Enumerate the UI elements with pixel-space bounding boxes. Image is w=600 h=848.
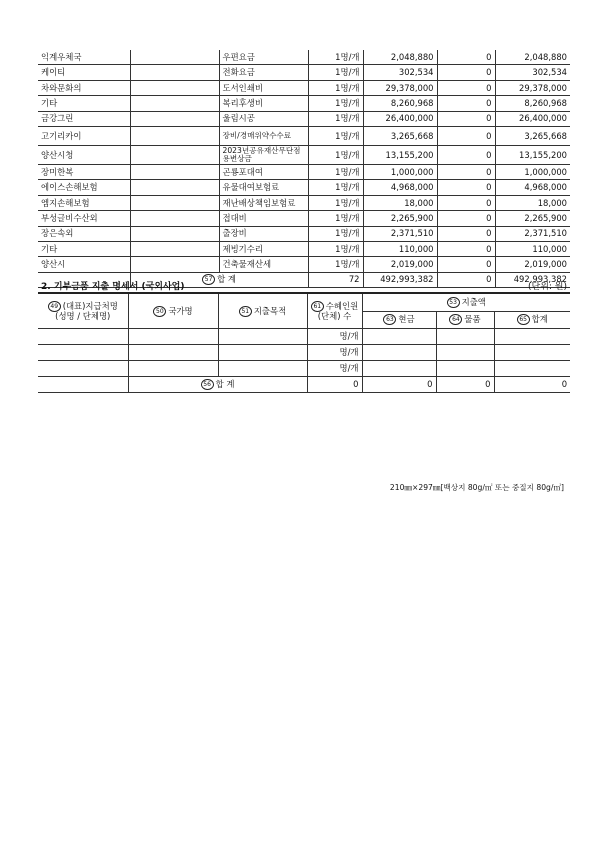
recipient-cell: 장미한복	[38, 164, 130, 179]
recipient-cell	[38, 345, 128, 361]
recipient-cell: 케이티	[38, 65, 130, 80]
total-cell: 3,265,668	[495, 126, 570, 145]
purpose-cell	[218, 345, 307, 361]
cash-cell: 110,000	[363, 241, 437, 256]
country-cell	[130, 164, 219, 179]
count-cell: 1명/개	[308, 50, 363, 65]
recipient-cell	[38, 361, 128, 377]
goods-cell: 0	[437, 211, 495, 226]
country-cell	[130, 80, 219, 95]
purpose-cell: 재난배상책임보험료	[219, 195, 308, 210]
table-row	[38, 50, 570, 65]
goods-cell: 0	[437, 145, 495, 164]
sum-text: 합 계	[215, 379, 235, 389]
purpose-cell: 복리후생비	[219, 96, 308, 111]
purpose-cell: 울림시공	[219, 111, 308, 126]
cash-cell: 8,260,968	[363, 96, 437, 111]
count-cell: 1명/개	[308, 226, 363, 241]
country-cell	[130, 241, 219, 256]
table-row	[38, 180, 570, 195]
country-cell	[130, 96, 219, 111]
total-cell	[494, 361, 570, 377]
count-cell: 1명/개	[308, 164, 363, 179]
cash-cell	[362, 345, 436, 361]
count-cell: 1명/개	[308, 65, 363, 80]
cash-cell: 29,378,000	[363, 80, 437, 95]
country-cell	[130, 50, 219, 65]
purpose-cell: 2023년공유재산무단점용변상금	[219, 145, 308, 164]
paper-spec-note: 210㎜×297㎜[백상지 80g/㎡ 또는 중질지 80g/㎡]	[389, 483, 564, 492]
total-cell: 2,019,000	[495, 257, 570, 272]
header-amount: 53 지출액	[362, 293, 570, 311]
total-cell	[494, 329, 570, 345]
recipient-cell: 금강그린	[38, 111, 130, 126]
goods-cell: 0	[437, 96, 495, 111]
count-cell: 명/개	[307, 329, 362, 345]
count-cell: 1명/개	[308, 96, 363, 111]
cash-cell: 302,534	[363, 65, 437, 80]
recipient-cell: 익계우체국	[38, 50, 130, 65]
goods-cell	[436, 329, 494, 345]
count-cell: 1명/개	[308, 257, 363, 272]
table-row	[38, 80, 570, 95]
country-cell	[130, 145, 219, 164]
country-cell	[130, 226, 219, 241]
count-cell: 1명/개	[308, 145, 363, 164]
goods-cell: 0	[437, 241, 495, 256]
header-cash: 63 현금	[362, 311, 436, 328]
goods-cell	[436, 345, 494, 361]
recipient-cell: 차와문화의	[38, 80, 130, 95]
recipient-cell: 기타	[38, 241, 130, 256]
header-purpose: 51 지출목적	[218, 293, 307, 329]
recipient-cell: 양산시	[38, 257, 130, 272]
total-cell: 4,968,000	[495, 180, 570, 195]
total-cell	[494, 345, 570, 361]
cash-cell	[362, 329, 436, 345]
purpose-cell: 제빙기수리	[219, 241, 308, 256]
sum-count: 72	[308, 272, 363, 287]
table-row	[38, 226, 570, 241]
total-cell: 29,378,000	[495, 80, 570, 95]
unit-label: (단위: 원)	[528, 282, 567, 292]
country-cell	[128, 345, 218, 361]
country-cell	[130, 126, 219, 145]
table-row	[38, 257, 570, 272]
recipient-cell: 장은속외	[38, 226, 130, 241]
purpose-cell	[218, 361, 307, 377]
total-cell: 13,155,200	[495, 145, 570, 164]
goods-cell: 0	[437, 50, 495, 65]
total-cell: 8,260,968	[495, 96, 570, 111]
table-row	[38, 65, 570, 80]
total-cell: 2,048,880	[495, 50, 570, 65]
total-cell: 110,000	[495, 241, 570, 256]
total-cell: 1,000,000	[495, 164, 570, 179]
cash-cell: 4,968,000	[363, 180, 437, 195]
purpose-cell: 유물대여보험료	[219, 180, 308, 195]
count-cell: 1명/개	[308, 211, 363, 226]
circle-number: 57	[202, 274, 215, 285]
goods-cell: 0	[437, 195, 495, 210]
recipient-cell: 에이스손해보험	[38, 180, 130, 195]
count-cell: 1명/개	[308, 80, 363, 95]
count-cell: 명/개	[307, 345, 362, 361]
sum-goods: 0	[437, 272, 495, 287]
table-row	[38, 211, 570, 226]
sum-total: 0	[494, 377, 570, 393]
cash-cell: 2,048,880	[363, 50, 437, 65]
goods-cell: 0	[437, 80, 495, 95]
count-cell: 1명/개	[308, 195, 363, 210]
country-cell	[130, 195, 219, 210]
cash-cell: 2,019,000	[363, 257, 437, 272]
table-row	[38, 126, 570, 145]
table-row	[38, 195, 570, 210]
total-cell: 302,534	[495, 65, 570, 80]
table-row	[38, 361, 570, 377]
sum-count: 0	[307, 377, 362, 393]
overseas-donation-table	[38, 292, 570, 393]
total-cell: 18,000	[495, 195, 570, 210]
purpose-cell	[218, 329, 307, 345]
total-cell: 26,400,000	[495, 111, 570, 126]
recipient-cell: 부성글비수산외	[38, 211, 130, 226]
purpose-cell: 곤룡포대여	[219, 164, 308, 179]
count-cell: 1명/개	[308, 111, 363, 126]
circle-number: 56	[201, 379, 214, 390]
header-recipient: 49 (대표)지급처명 (성명 / 단체명)	[38, 293, 128, 329]
table-row	[38, 329, 570, 345]
sum-text: 합 계	[217, 274, 236, 285]
cash-cell: 3,265,668	[363, 126, 437, 145]
goods-cell: 0	[437, 164, 495, 179]
total-cell: 2,371,510	[495, 226, 570, 241]
goods-cell: 0	[437, 111, 495, 126]
purpose-cell: 전화요금	[219, 65, 308, 80]
sum-goods: 0	[436, 377, 494, 393]
table-row	[38, 111, 570, 126]
sum-cash: 0	[362, 377, 436, 393]
purpose-cell: 도서인쇄비	[219, 80, 308, 95]
cash-cell: 13,155,200	[363, 145, 437, 164]
table-row	[38, 241, 570, 256]
table-row	[38, 145, 570, 164]
cash-cell: 18,000	[363, 195, 437, 210]
purpose-cell: 출장비	[219, 226, 308, 241]
table-row	[38, 164, 570, 179]
table-row	[38, 96, 570, 111]
goods-cell: 0	[437, 126, 495, 145]
recipient-cell: 기타	[38, 96, 130, 111]
expense-table	[38, 50, 570, 288]
goods-cell: 0	[437, 226, 495, 241]
country-cell	[130, 257, 219, 272]
sum-blank	[38, 377, 128, 393]
sum-label	[128, 377, 307, 393]
recipient-cell: 양산시청	[38, 145, 130, 164]
count-cell: 1명/개	[308, 126, 363, 145]
country-cell	[130, 111, 219, 126]
cash-cell: 1,000,000	[363, 164, 437, 179]
purpose-cell: 접대비	[219, 211, 308, 226]
section-title: 2. 기부금품 지출 명세서 (국외사업)	[41, 282, 185, 292]
country-cell	[130, 211, 219, 226]
goods-cell: 0	[437, 180, 495, 195]
cash-cell: 2,265,900	[363, 211, 437, 226]
count-cell: 1명/개	[308, 241, 363, 256]
purpose-cell: 장비/경매위약수수료	[219, 126, 308, 145]
recipient-cell: 엠지손해보험	[38, 195, 130, 210]
cash-cell: 2,371,510	[363, 226, 437, 241]
country-cell	[130, 65, 219, 80]
sum-row	[38, 377, 570, 393]
table-row	[38, 345, 570, 361]
purpose-cell: 우편요금	[219, 50, 308, 65]
sum-cash: 492,993,382	[363, 272, 437, 287]
count-cell: 명/개	[307, 361, 362, 377]
total-cell: 2,265,900	[495, 211, 570, 226]
country-cell	[130, 180, 219, 195]
header-total: 65 합계	[494, 311, 570, 328]
goods-cell: 0	[437, 257, 495, 272]
purpose-cell: 건축물재산세	[219, 257, 308, 272]
count-cell: 1명/개	[308, 180, 363, 195]
country-cell	[128, 361, 218, 377]
goods-cell	[436, 361, 494, 377]
goods-cell: 0	[437, 65, 495, 80]
header-goods: 64 물품	[436, 311, 494, 328]
recipient-cell: 고기리카이	[38, 126, 130, 145]
sum-total: 492,993,382	[495, 272, 570, 287]
cash-cell	[362, 361, 436, 377]
header-count: 61 수혜인원 (단체) 수	[307, 293, 362, 329]
country-cell	[128, 329, 218, 345]
header-country: 50 국가명	[128, 293, 218, 329]
recipient-cell	[38, 329, 128, 345]
cash-cell: 26,400,000	[363, 111, 437, 126]
